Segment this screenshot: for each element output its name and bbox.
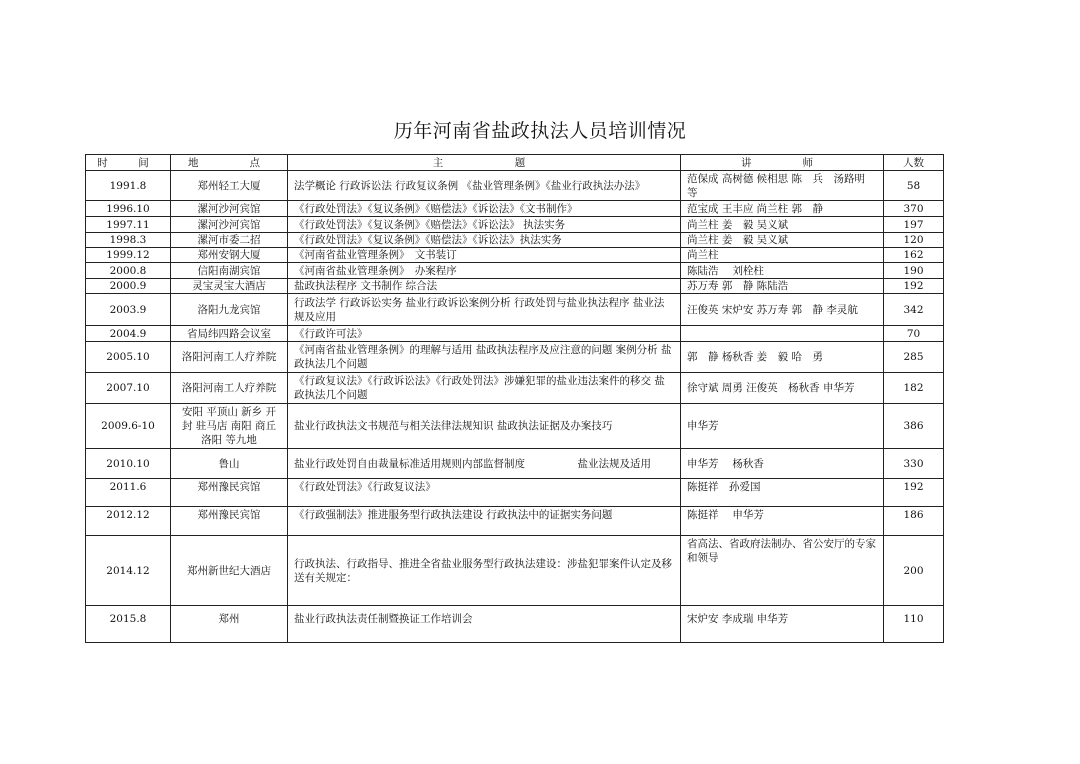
cell-place: 郑州豫民宾馆 xyxy=(171,507,288,536)
cell-lecturer: 陈挺祥 申华芳 xyxy=(681,507,884,536)
cell-place: 漯河沙河宾馆 xyxy=(171,201,288,217)
cell-lecturer: 尚兰柱 姜 毅 吴义斌 xyxy=(681,233,884,248)
table-row xyxy=(86,507,944,536)
cell-place: 漯河市委二招 xyxy=(171,233,288,248)
cell-time: 2015.8 xyxy=(86,606,171,643)
cell-place: 洛阳河南工人疗养院 xyxy=(171,342,288,373)
table-row xyxy=(86,449,944,479)
cell-lecturer: 汪俊英 宋炉安 苏万寿 郭 静 李灵航 xyxy=(681,294,884,326)
cell-place: 郑州安钢大厦 xyxy=(171,248,288,263)
cell-count: 342 xyxy=(884,294,944,326)
cell-time: 2012.12 xyxy=(86,507,171,536)
cell-count: 197 xyxy=(884,217,944,233)
cell-place: 省局纬四路会议室 xyxy=(171,326,288,342)
header-time: 时 间 xyxy=(86,155,171,171)
cell-topic: 《河南省盐业管理条例》 文书装订 xyxy=(288,248,681,263)
cell-place: 洛阳九龙宾馆 xyxy=(171,294,288,326)
cell-count: 162 xyxy=(884,248,944,263)
cell-count: 192 xyxy=(884,279,944,294)
cell-count: 285 xyxy=(884,342,944,373)
cell-lecturer: 尚兰柱 姜 毅 吴义斌 xyxy=(681,217,884,233)
table-row xyxy=(86,248,944,263)
cell-place: 郑州 xyxy=(171,606,288,643)
cell-topic: 《行政许可法》 xyxy=(288,326,681,342)
cell-lecturer: 省高法、省政府法制办、省公安厅的专家和领导 xyxy=(681,536,884,606)
table-row xyxy=(86,217,944,233)
cell-topic: 《行政强制法》推进服务型行政执法建设 行政执法中的证据实务问题 xyxy=(288,507,681,536)
cell-count: 110 xyxy=(884,606,944,643)
cell-lecturer: 范宝成 王丰应 尚兰柱 郭 静 xyxy=(681,201,884,217)
page-title: 历年河南省盐政执法人员培训情况 xyxy=(393,120,687,142)
table-row xyxy=(86,373,944,404)
cell-time: 1998.3 xyxy=(86,233,171,248)
cell-time: 2009.6-10 xyxy=(86,404,171,449)
cell-time: 2005.10 xyxy=(86,342,171,373)
header-place: 地 点 xyxy=(171,155,288,171)
cell-topic: 《行政处罚法》《复议条例》《赔偿法》《诉讼法》执法实务 xyxy=(288,233,681,248)
cell-place: 灵宝灵宝大酒店 xyxy=(171,279,288,294)
table-row xyxy=(86,342,944,373)
cell-topic: 《行政处罚法》《复议条例》《赔偿法》《诉讼法》《文书制作》 xyxy=(288,201,681,217)
table-row xyxy=(86,233,944,248)
cell-place: 信阳南湖宾馆 xyxy=(171,263,288,279)
cell-topic: 法学概论 行政诉讼法 行政复议条例 《盐业管理条例》《盐业行政执法办法》 xyxy=(288,171,681,201)
cell-lecturer: 申华芳 xyxy=(681,404,884,449)
cell-lecturer: 苏万寿 郭 静 陈陆浩 xyxy=(681,279,884,294)
table-row xyxy=(86,326,944,342)
cell-topic: 《河南省盐业管理条例》 办案程序 xyxy=(288,263,681,279)
cell-topic: 《行政处罚法》《复议条例》《赔偿法》《诉讼法》 执法实务 xyxy=(288,217,681,233)
cell-topic: 盐业行政执法责任制暨换证工作培训会 xyxy=(288,606,681,643)
cell-lecturer: 陈陆浩 刘栓柱 xyxy=(681,263,884,279)
table-row xyxy=(86,279,944,294)
table-row xyxy=(86,201,944,217)
cell-time: 2000.8 xyxy=(86,263,171,279)
table-row xyxy=(86,263,944,279)
cell-time: 1996.10 xyxy=(86,201,171,217)
cell-count: 370 xyxy=(884,201,944,217)
cell-lecturer: 陈挺祥 孙爱国 xyxy=(681,479,884,507)
cell-lecturer: 尚兰柱 xyxy=(681,248,884,263)
cell-time: 2007.10 xyxy=(86,373,171,404)
cell-count: 192 xyxy=(884,479,944,507)
cell-count: 200 xyxy=(884,536,944,606)
table-row xyxy=(86,294,944,326)
training-table xyxy=(85,154,944,643)
cell-lecturer xyxy=(681,326,884,342)
table-row xyxy=(86,606,944,643)
cell-lecturer: 徐守斌 周勇 汪俊英 杨秋香 申华芳 xyxy=(681,373,884,404)
cell-time: 2011.6 xyxy=(86,479,171,507)
cell-time: 1991.8 xyxy=(86,171,171,201)
table-row xyxy=(86,479,944,507)
header-topic: 主 题 xyxy=(288,155,681,171)
cell-count: 190 xyxy=(884,263,944,279)
cell-count: 386 xyxy=(884,404,944,449)
cell-time: 2004.9 xyxy=(86,326,171,342)
header-count: 人数 xyxy=(884,155,944,171)
cell-topic: 盐业行政执法文书规范与相关法律法规知识 盐政执法证据及办案技巧 xyxy=(288,404,681,449)
cell-lecturer: 范保成 高树德 候相思 陈 兵 汤路明 等 xyxy=(681,171,884,201)
cell-place: 郑州豫民宾馆 xyxy=(171,479,288,507)
cell-time: 1997.11 xyxy=(86,217,171,233)
cell-place: 郑州轻工大厦 xyxy=(171,171,288,201)
cell-topic: 《河南省盐业管理条例》的理解与适用 盐政执法程序及应注意的问题 案例分析 盐政执法几个问题 xyxy=(288,342,681,373)
cell-place: 鲁山 xyxy=(171,449,288,479)
cell-place: 洛阳河南工人疗养院 xyxy=(171,373,288,404)
cell-time: 2000.9 xyxy=(86,279,171,294)
table-row xyxy=(86,404,944,449)
header-row xyxy=(86,155,944,171)
header-lecturer: 讲 师 xyxy=(681,155,884,171)
cell-time: 1999.12 xyxy=(86,248,171,263)
cell-time: 2003.9 xyxy=(86,294,171,326)
cell-lecturer: 郭 静 杨秋香 姜 毅 哈 勇 xyxy=(681,342,884,373)
cell-place: 郑州新世纪大酒店 xyxy=(171,536,288,606)
cell-time: 2014.12 xyxy=(86,536,171,606)
cell-place: 安阳 平顶山 新乡 开封 驻马店 南阳 商丘 洛阳 等九地 xyxy=(171,404,288,449)
cell-lecturer: 宋炉安 李成瑞 申华芳 xyxy=(681,606,884,643)
cell-time: 2010.10 xyxy=(86,449,171,479)
cell-topic: 《行政复议法》《行政诉讼法》《行政处罚法》涉嫌犯罪的盐业违法案件的移交 盐政执法几个问题 xyxy=(288,373,681,404)
cell-topic: 行政执法、行政指导、推进全省盐业服务型行政执法建设：涉盐犯罪案件认定及移送有关规定： xyxy=(288,536,681,606)
cell-count: 58 xyxy=(884,171,944,201)
cell-count: 186 xyxy=(884,507,944,536)
table-row xyxy=(86,536,944,606)
cell-lecturer: 申华芳 杨秋香 xyxy=(681,449,884,479)
cell-count: 330 xyxy=(884,449,944,479)
cell-topic: 盐业行政处罚自由裁量标准适用规则内部监督制度 盐业法规及适用 xyxy=(288,449,681,479)
cell-topic: 盐政执法程序 文书制作 综合法 xyxy=(288,279,681,294)
cell-topic: 《行政处罚法》《行政复议法》 xyxy=(288,479,681,507)
cell-place: 漯河沙河宾馆 xyxy=(171,217,288,233)
cell-count: 70 xyxy=(884,326,944,342)
cell-count: 182 xyxy=(884,373,944,404)
table-row xyxy=(86,171,944,201)
cell-count: 120 xyxy=(884,233,944,248)
cell-topic: 行政法学 行政诉讼实务 盐业行政诉讼案例分析 行政处罚与盐业执法程序 盐业法规及应用 xyxy=(288,294,681,326)
